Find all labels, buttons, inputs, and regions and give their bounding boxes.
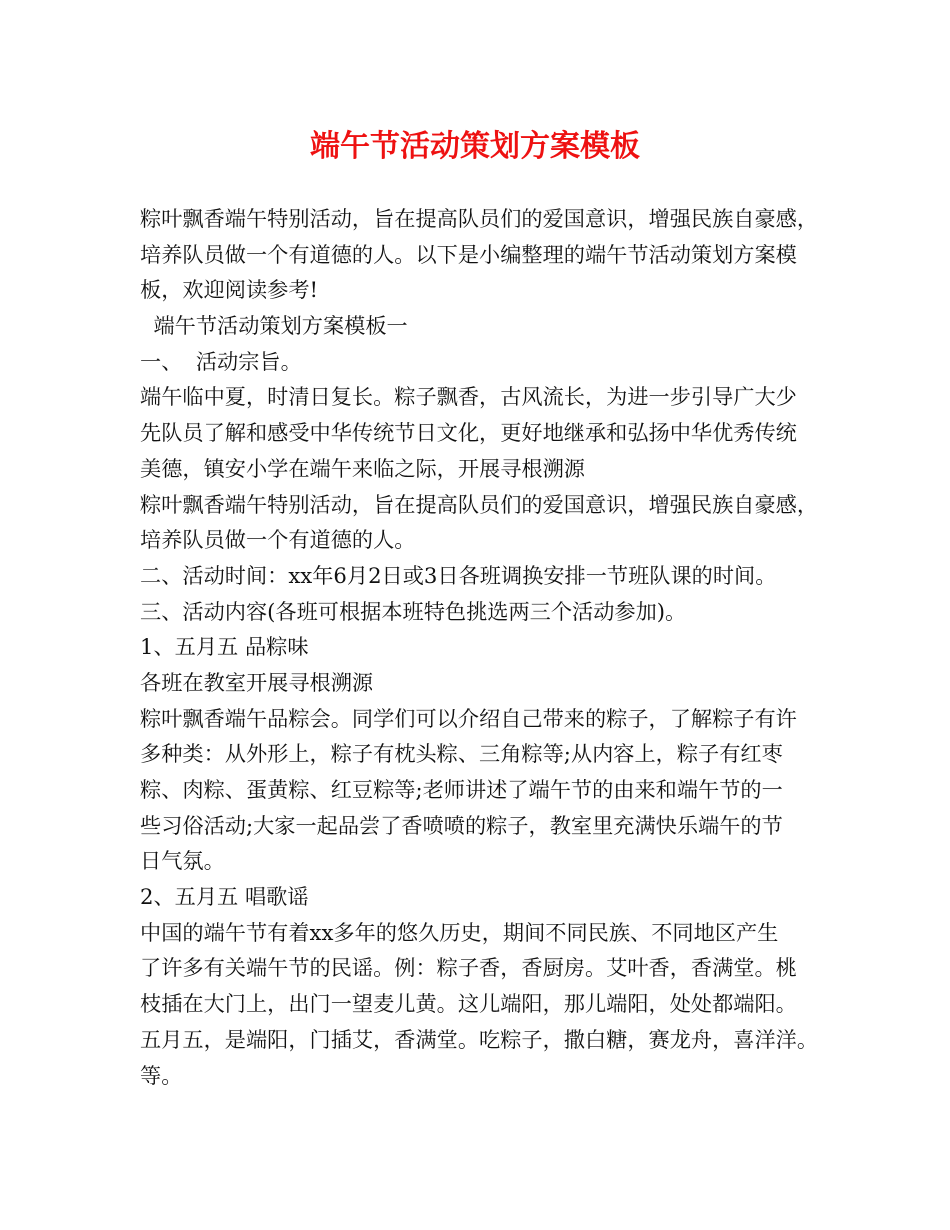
body-text-line: 先队员了解和感受中华传统节日文化，更好地继承和弘扬中华优秀传统 bbox=[140, 420, 797, 446]
body-text-line: 培养队员做一个有道德的人。 bbox=[140, 527, 416, 553]
body-text-line: 粽叶飘香端午特别活动，旨在提高队员们的爱国意识，增强民族自豪感， bbox=[140, 491, 819, 517]
body-text-line: 三、活动内容(各班可根据本班特色挑选两三个活动参加)。 bbox=[140, 598, 687, 624]
body-text-line: 等。 bbox=[140, 1062, 183, 1088]
document-body bbox=[140, 201, 840, 1093]
body-text-line: 粽叶飘香端午品粽会。同学们可以介绍自己带来的粽子，了解粽子有许 bbox=[140, 705, 797, 731]
body-text-line: 一、 活动宗旨。 bbox=[140, 348, 302, 374]
body-text-line: 板，欢迎阅读参考! bbox=[140, 277, 319, 303]
body-text-line: 中国的端午节有着xx多年的悠久历史，期间不同民族、不同地区产生 bbox=[140, 919, 779, 945]
body-text-line: 了许多有关端午节的民谣。例：粽子香，香厨房。艾叶香，香满堂。桃 bbox=[140, 955, 797, 981]
body-text-line: 端午临中夏，时清日复长。粽子飘香，古风流长，为进一步引导广大少 bbox=[140, 384, 797, 410]
body-text-line: 1、五月五 品粽味 bbox=[140, 634, 309, 660]
body-text-line: 粽、肉粽、蛋黄粽、红豆粽等;老师讲述了端午节的由来和端午节的一 bbox=[140, 777, 783, 802]
body-text-line: 多种类：从外形上，粽子有枕头粽、三角粽等;从内容上，粽子有红枣 bbox=[140, 741, 783, 767]
body-text-line: 美德，镇安小学在端午来临之际，开展寻根溯源 bbox=[140, 455, 585, 481]
body-text-line: 端午节活动策划方案模板一 bbox=[140, 313, 408, 339]
document-title: 端午节活动策划方案模板 bbox=[310, 129, 640, 164]
body-text-line: 2、五月五 唱歌谣 bbox=[140, 884, 309, 910]
body-text-line: 些习俗活动;大家一起品尝了香喷喷的粽子，教室里充满快乐端午的节 bbox=[140, 812, 783, 838]
body-text-line: 二、活动时间：xx年6月2日或3日各班调换安排一节班队课的时间。 bbox=[140, 562, 777, 588]
body-text-line: 培养队员做一个有道德的人。以下是小编整理的端午节活动策划方案模 bbox=[140, 241, 797, 267]
body-text-line: 枝插在大门上，出门一望麦儿黄。这儿端阳，那儿端阳，处处都端阳。 bbox=[140, 991, 797, 1017]
body-text-line: 五月五，是端阳，门插艾，香满堂。吃粽子，撒白糖，赛龙舟，喜洋洋。 bbox=[140, 1026, 819, 1052]
body-text-line: 日气氛。 bbox=[140, 848, 225, 874]
body-text-line: 各班在教室开展寻根溯源 bbox=[140, 669, 374, 695]
body-text-line: 粽叶飘香端午特别活动，旨在提高队员们的爱国意识，增强民族自豪感， bbox=[140, 206, 819, 231]
